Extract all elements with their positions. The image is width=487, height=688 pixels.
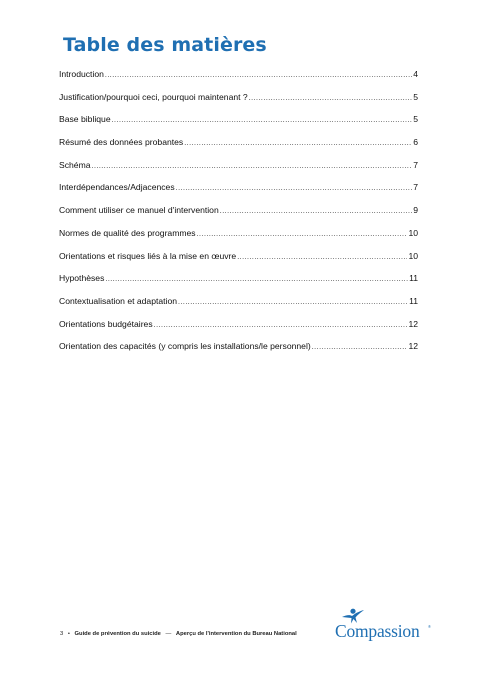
logo-trademark: ® (428, 624, 431, 629)
toc-entry[interactable] (59, 227, 418, 250)
toc-entry[interactable] (59, 295, 418, 318)
footer-guide-title: Guide de prévention du suicide (74, 631, 161, 637)
toc-leader-dots (92, 161, 413, 173)
toc-leader-dots (237, 252, 407, 264)
toc-entry-label: Justification/pourquoi ceci, pourquoi maintenant ? (59, 91, 248, 102)
toc-entry-label: Comment utiliser ce manuel d'intervention (59, 205, 219, 216)
toc-entry-label: Hypothèses (59, 273, 105, 284)
footer-page-number: 3 (60, 631, 64, 637)
toc-entry-page: 12 (408, 341, 418, 352)
toc-entry-label: Résumé des données probantes (59, 137, 184, 148)
toc-leader-dots (197, 229, 408, 241)
toc-leader-dots (154, 320, 408, 332)
toc-entry-label: Interdépendances/Adjacences (59, 182, 175, 193)
toc-entry[interactable] (59, 113, 418, 136)
toc-entry[interactable] (59, 181, 418, 204)
toc-entry-label: Base biblique (59, 114, 111, 125)
footer-bullet: • (67, 631, 70, 637)
toc-entry-page: 5 (413, 91, 418, 102)
toc-entry[interactable] (59, 91, 418, 114)
logo-wordmark: Compassion (335, 621, 420, 641)
toc-entry-page: 12 (408, 318, 418, 329)
toc-entry[interactable] (59, 272, 418, 295)
toc-entry[interactable] (59, 250, 418, 273)
footer-overview-title: Aperçu de l'intervention du Bureau National (175, 631, 297, 637)
toc-entry-label: Contextualisation et adaptation (59, 295, 178, 306)
compassion-logo (333, 608, 433, 646)
toc-entry-page: 10 (408, 227, 418, 238)
toc-entry-page: 5 (413, 114, 418, 125)
table-of-contents (59, 68, 418, 363)
toc-entry[interactable] (59, 340, 418, 363)
toc-entry-label: Schéma (59, 159, 91, 170)
page-footer (60, 631, 297, 637)
toc-entry-page: 7 (413, 182, 418, 193)
toc-entry-page: 7 (413, 159, 418, 170)
page-title: Table des matières (63, 34, 267, 56)
toc-leader-dots (178, 297, 408, 309)
toc-entry-label: Orientations budgétaires (59, 318, 153, 329)
toc-leader-dots (112, 115, 413, 127)
toc-leader-dots (220, 206, 412, 218)
toc-entry-page: 4 (413, 69, 418, 79)
toc-leader-dots (105, 70, 412, 82)
toc-entry[interactable] (59, 204, 418, 227)
toc-entry-page: 11 (409, 273, 418, 284)
toc-leader-dots (249, 93, 413, 105)
toc-entry[interactable] (59, 68, 418, 91)
toc-leader-dots (105, 274, 408, 286)
toc-entry-label: Normes de qualité des programmes (59, 227, 196, 238)
toc-leader-dots (312, 342, 408, 354)
toc-entry-label: Orientation des capacités (y compris les installations/le personnel) (59, 341, 311, 352)
toc-entry[interactable] (59, 159, 418, 182)
footer-dash: — (165, 631, 172, 637)
toc-entry-page: 11 (409, 295, 418, 306)
toc-entry[interactable] (59, 318, 418, 341)
toc-leader-dots (184, 138, 412, 150)
toc-entry[interactable] (59, 136, 418, 159)
toc-entry-page: 9 (413, 205, 418, 216)
toc-leader-dots (176, 183, 413, 195)
toc-entry-page: 10 (408, 250, 418, 261)
toc-entry-page: 6 (413, 137, 418, 148)
toc-entry-label: Orientations et risques liés à la mise en œuvre (59, 250, 237, 261)
toc-entry-label: Introduction (59, 69, 104, 79)
